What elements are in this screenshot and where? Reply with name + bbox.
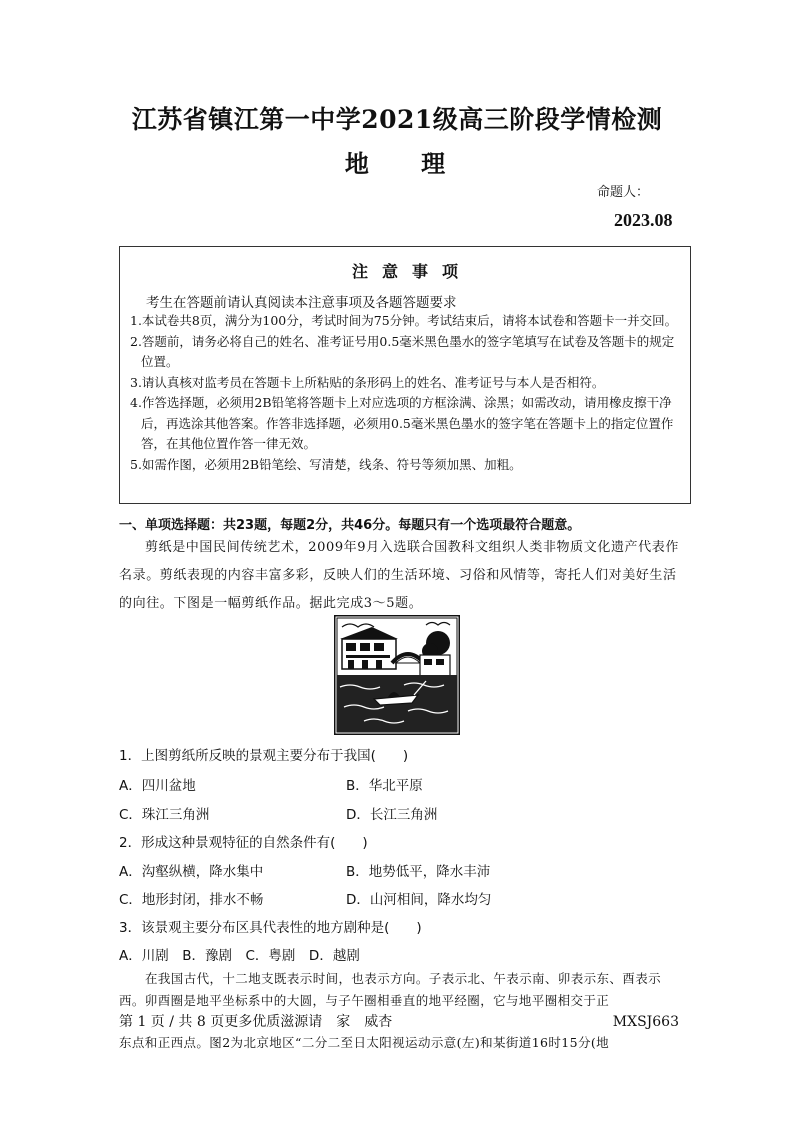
passage-continued: 东点和正西点。图2为北京地区“二分二至日太阳视运动示意(左)和某街道16时15分(地: [119, 1035, 610, 1050]
section-heading: 一、单项选择题：共23题，每题2分，共46分。每题只有一个选项最符合题意。: [119, 518, 581, 533]
question-1-stem: 1．上图剪纸所反映的景观主要分布于我国( ): [119, 748, 409, 764]
exam-title: 江苏省镇江第一中学2021级高三阶段学情检测: [131, 105, 663, 134]
notice-item: 2.答题前，请务必将自己的姓名、准考证号用0.5毫米黑色墨水的签字笔填写在试卷及答题卡的规定位置。: [130, 333, 675, 369]
notice-intro: 考生在答题前请认真阅读本注意事项及各题答题要求: [146, 295, 457, 311]
notice-item: 5.如需作图，必须用2B铅笔绘、写清楚，线条、符号等须加黑、加粗。: [130, 456, 522, 472]
q2-option-a: A．沟壑纵横，降水集中: [119, 864, 264, 880]
question-3-stem: 3．该景观主要分布区具代表性的地方剧种是( ): [119, 920, 422, 936]
notice-item: 3.请认真核对监考员在答题卡上所粘贴的条形码上的姓名、准考证号与本人是否相符。: [130, 374, 605, 390]
page-footer: [119, 1011, 679, 1033]
papercut-image: [334, 615, 460, 735]
doc-code: MXSJ663: [612, 1014, 679, 1030]
notice-title: 注意事项: [351, 262, 472, 281]
q1-option-a: A．四川盆地: [119, 778, 196, 794]
passage-papercut: 剪纸是中国民间传统艺术，2009年9月入选联合国教科文组织人类非物质文化遗产代表作名录。剪纸表现的内容丰富多彩，反映人们的生活环境、习俗和风情等，寄托人们对美好生活的向往。下图是一幅剪纸作品。据此完成3～5题。: [119, 540, 679, 611]
q2-option-c: C．地形封闭，排水不畅: [119, 892, 264, 908]
watermark-text: 更多优质滋源请 家 威杏: [224, 1014, 393, 1030]
author-label: 命题人：: [597, 185, 650, 200]
q3-options: A．川剧 B．豫剧 C．粤剧 D．越剧: [119, 948, 360, 964]
notice-list: [130, 311, 686, 475]
exam-date: 2023.08: [614, 210, 673, 230]
q1-option-d: D．长江三角洲: [346, 807, 438, 823]
notice-item: 4.作答选择题，必须用2B铅笔将答题卡上对应选项的方框涂满、涂黑；如需改动，请用橡皮擦干净后，再选涂其他答案。作答非选择题，必须用0.5毫米黑色墨水的签字笔在答题卡上的指定位置作答，在其他位置作答一律无效。: [130, 395, 674, 451]
passage-directions: 在我国古代，十二地支既表示时间，也表示方向。子表示北、午表示南、卯表示东、酉表示西。卯酉圈是地平坐标系中的大圆，与子午圈相垂直的地平经圈，它与地平圈相交于正: [119, 971, 662, 1008]
q2-option-d: D．山河相间，降水均匀: [346, 892, 492, 908]
exam-subject: 地 理: [344, 149, 468, 178]
q1-option-b: B．华北平原: [346, 778, 423, 794]
q2-option-b: B．地势低平，降水丰沛: [346, 864, 491, 880]
notice-item: 1.本试卷共8页，满分为100分，考试时间为75分钟。考试结束后，请将本试卷和答题卡一并交回。: [130, 313, 678, 328]
page-number: 第 1 页 / 共 8 页: [119, 1014, 225, 1030]
question-2-stem: 2．形成这种景观特征的自然条件有( ): [119, 835, 368, 851]
notice-box: [119, 246, 691, 504]
q1-option-c: C．珠江三角洲: [119, 807, 210, 823]
